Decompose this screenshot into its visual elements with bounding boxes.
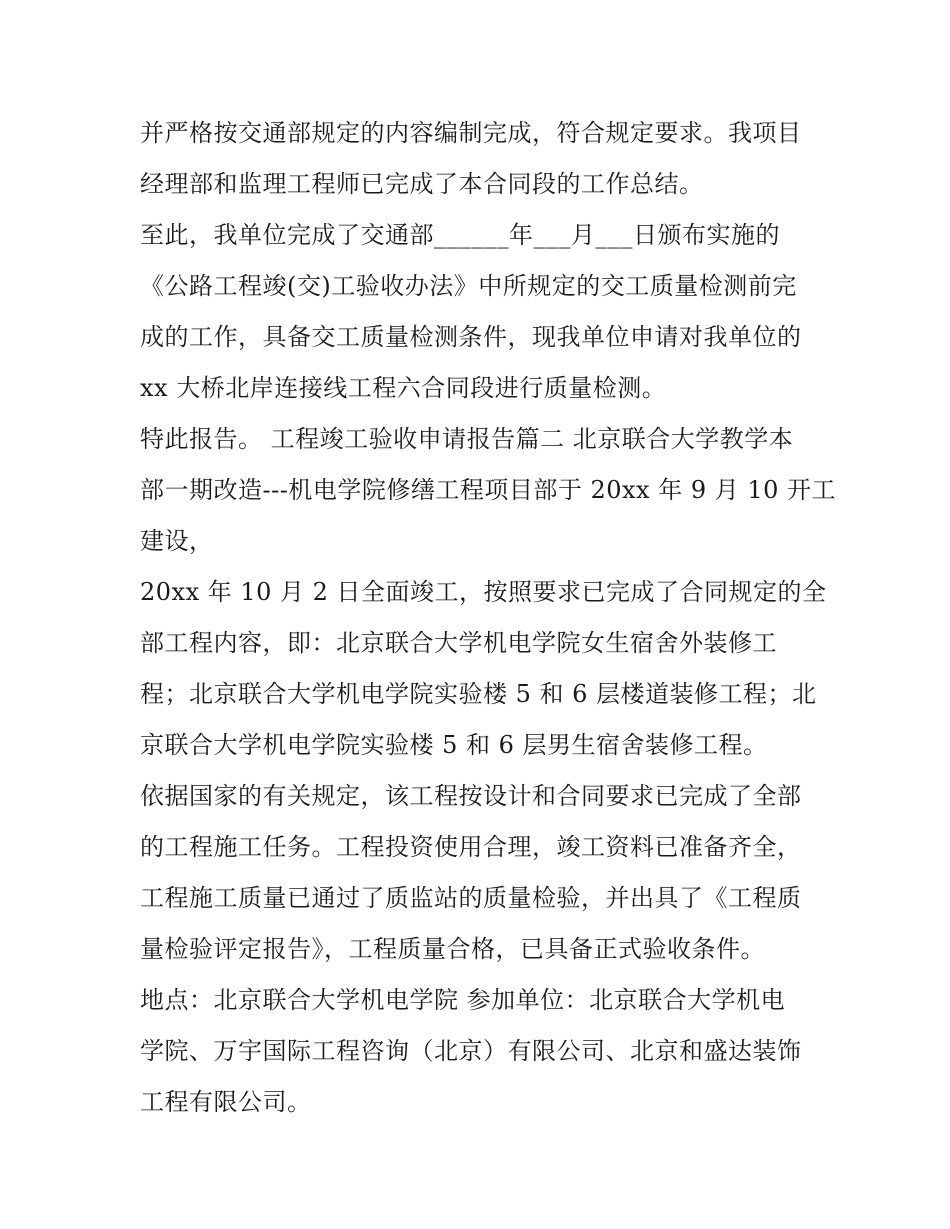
text-line: 学院、万宇国际工程咨询（北京）有限公司、北京和盛达装饰 [140, 1037, 802, 1065]
text-line: 成的工作，具备交工质量检测条件，现我单位申请对我单位的 [140, 323, 802, 351]
text-line: 部一期改造---机电学院修缮工程项目部于 20xx 年 9 月 10 开工 [140, 476, 837, 504]
text-line: 依据国家的有关规定，该工程按设计和合同要求已完成了全部 [140, 782, 802, 810]
text-line: 至此，我单位完成了交通部______年___月___日颁布实施的 [140, 221, 780, 249]
text-line: 量检验评定报告》，工程质量合格，已具备正式验收条件。 [140, 935, 765, 963]
text-line: 《公路工程竣(交)工验收办法》中所规定的交工质量检测前完 [140, 272, 797, 300]
text-line: 京联合大学机电学院实验楼 5 和 6 层男生宿舍装修工程。 [140, 731, 768, 759]
text-line: 工程施工质量已通过了质监站的质量检验，并出具了《工程质 [140, 884, 802, 912]
text-line: 建设， [140, 527, 214, 555]
text-line: 部工程内容，即：北京联合大学机电学院女生宿舍外装修工 [140, 629, 777, 657]
text-line: 工程有限公司。 [140, 1088, 312, 1116]
text-line: 程；北京联合大学机电学院实验楼 5 和 6 层楼道装修工程；北 [140, 680, 817, 708]
text-line: 地点：北京联合大学机电学院 参加单位：北京联合大学机电 [140, 986, 786, 1014]
text-line: 的工程施工任务。工程投资使用合理，竣工资料已准备齐全， [140, 833, 802, 861]
text-line: 经理部和监理工程师已完成了本合同段的工作总结。 [140, 170, 704, 198]
document-body [140, 108, 837, 1128]
text-line: 20xx 年 10 月 2 日全面竣工，按照要求已完成了合同规定的全 [140, 578, 827, 606]
text-line: 特此报告。 工程竣工验收申请报告篇二 北京联合大学教学本 [140, 425, 794, 453]
text-line: 并严格按交通部规定的内容编制完成，符合规定要求。我项目 [140, 119, 802, 147]
text-line: xx 大桥北岸连接线工程六合同段进行质量检测。 [140, 374, 667, 402]
